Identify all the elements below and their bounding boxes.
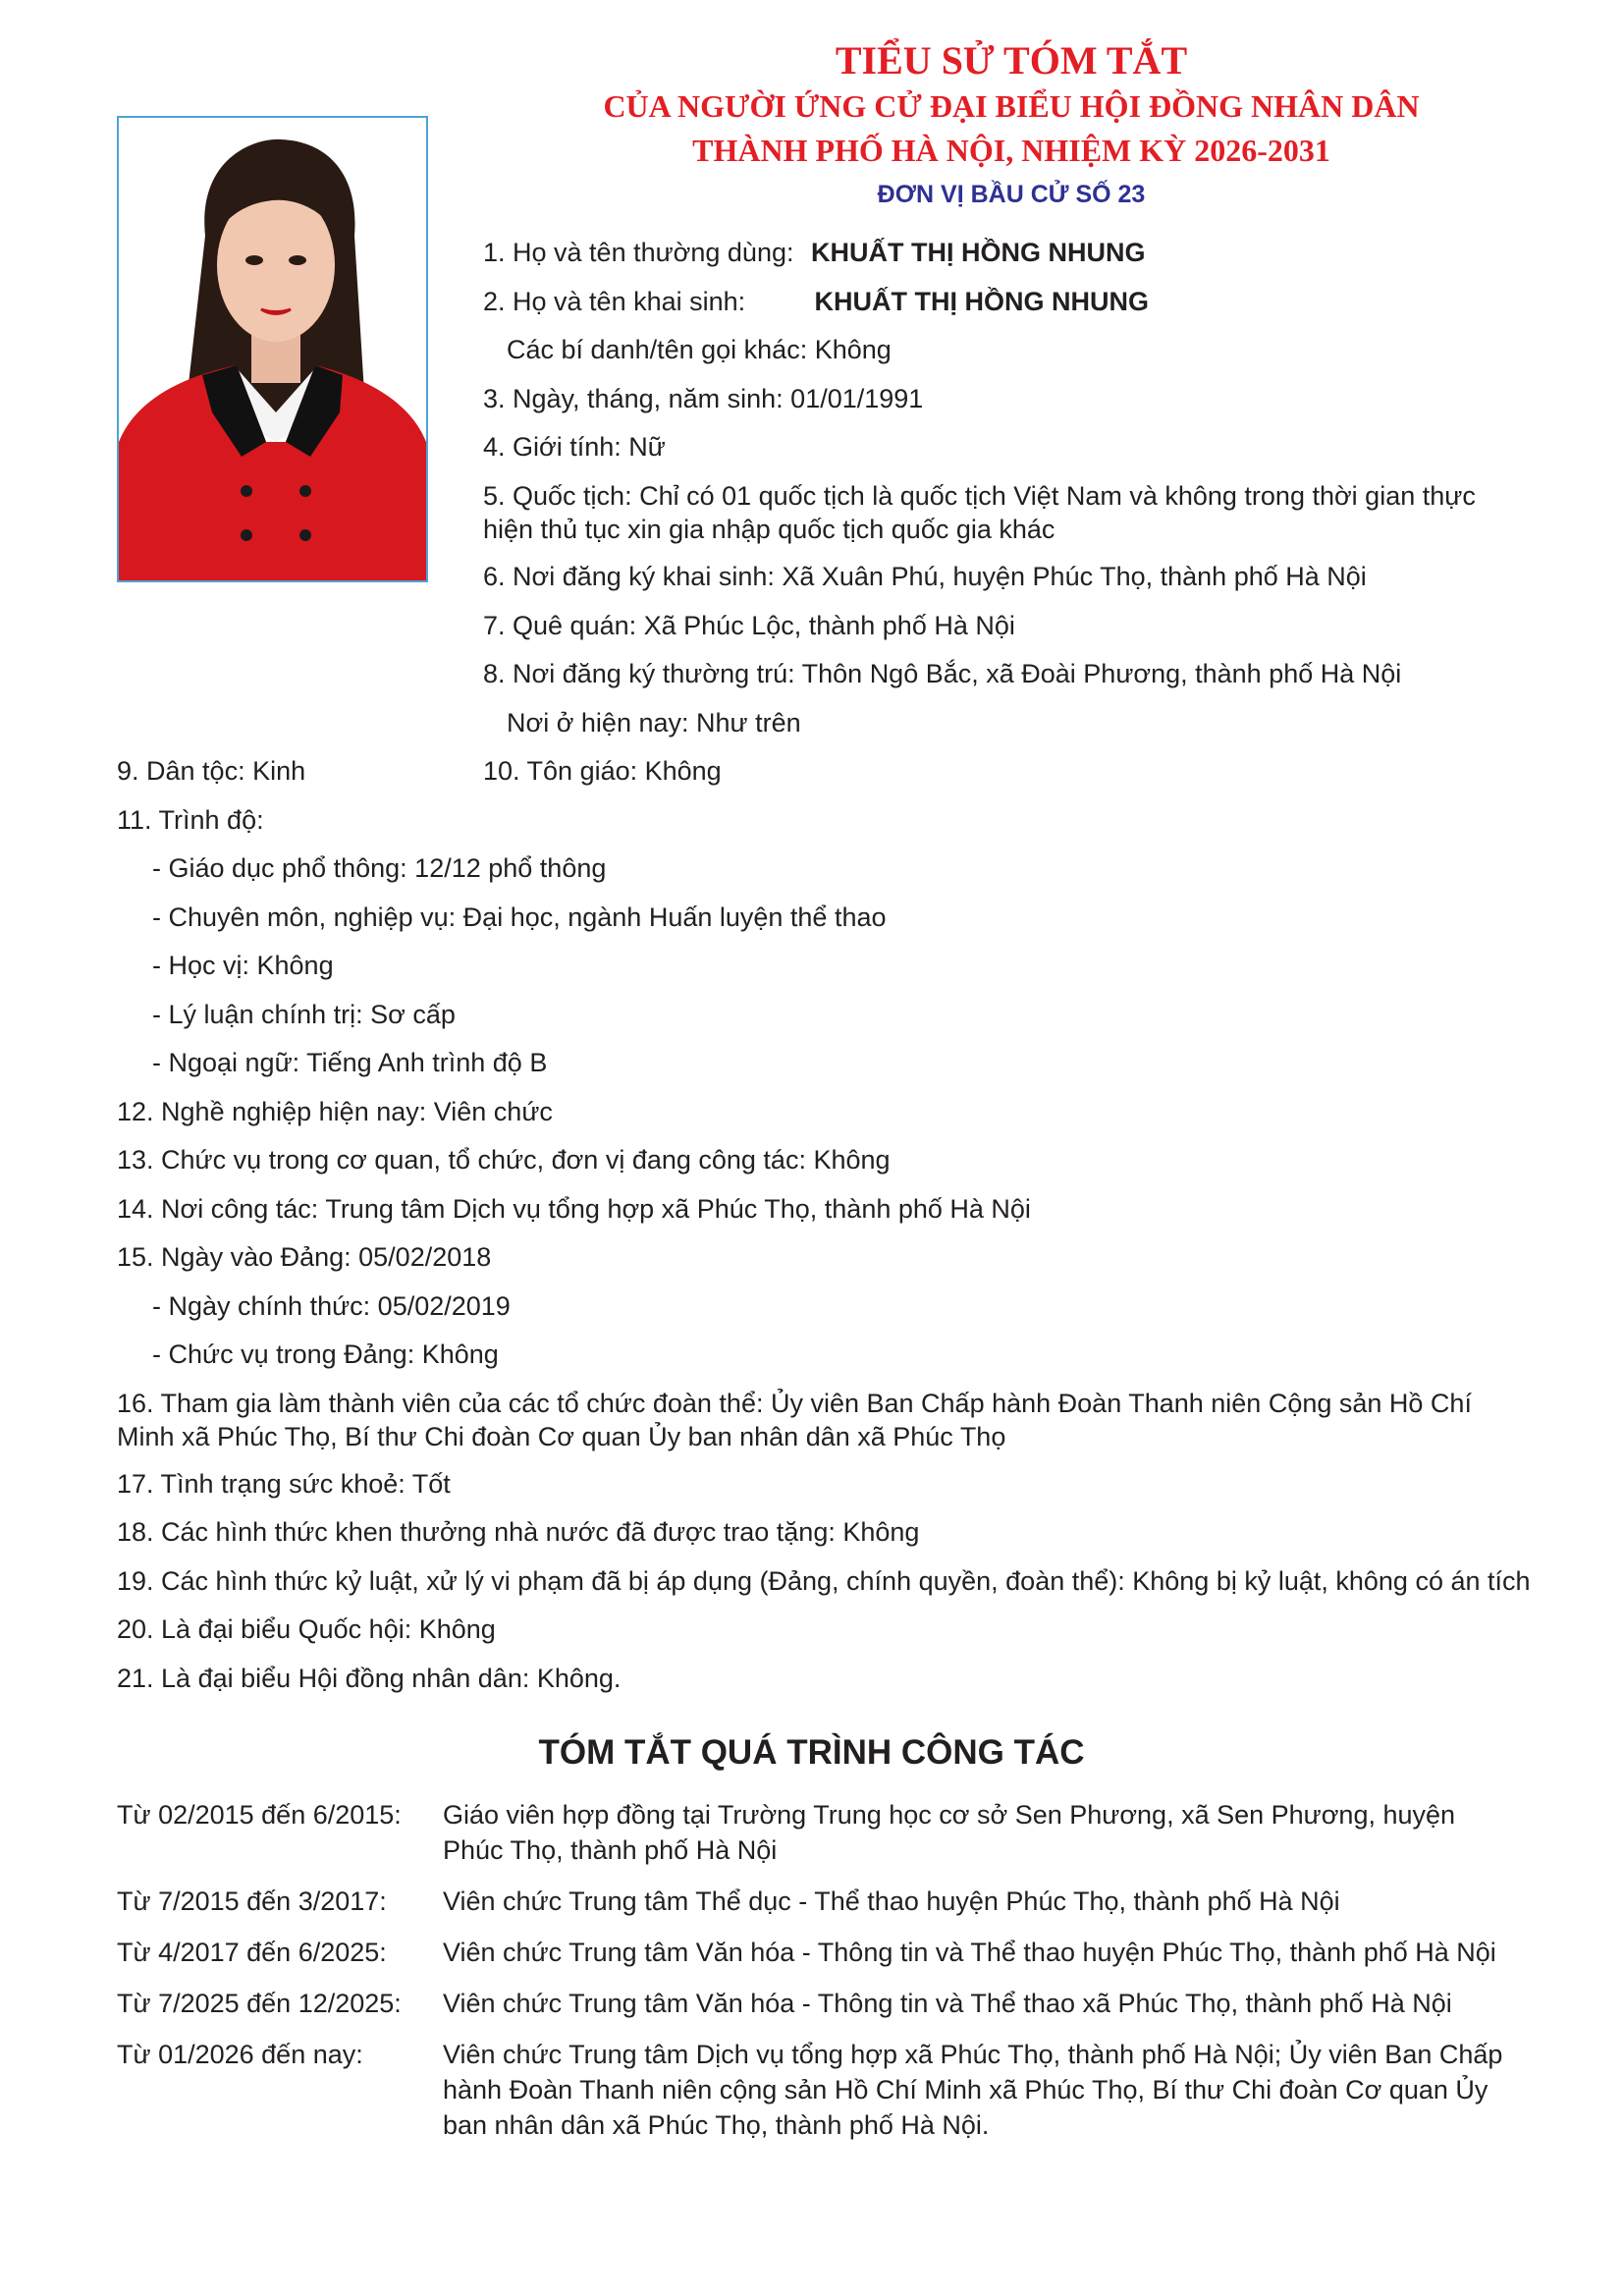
career-description: Giáo viên hợp đồng tại Trường Trung học cơ sở Sen Phương, xã Sen Phương, huyện Phúc Thọ, thành phố Hà Nội [443, 1800, 1456, 1865]
field-discipline: 19. Các hình thức kỷ luật, xử lý vi phạm đã bị áp dụng (Đảng, chính quyền, đoàn thể): Không bị kỷ luật, không có án tích [117, 1566, 1531, 1596]
career-section-title: TÓM TẮT QUÁ TRÌNH CÔNG TÁC [538, 1733, 1085, 1772]
career-description: Viên chức Trung tâm Dịch vụ tổng hợp xã Phúc Thọ, thành phố Hà Nội; Ủy viên Ban Chấp hành Đoàn Thanh niên cộng sản Hồ Chí Minh xã Phúc Thọ, Bí thư Chi đoàn Cơ quan Ủy ban nhân dân xã Phúc Thọ, thành phố Hà Nội. [443, 2040, 1503, 2140]
field-dob: 3. Ngày, tháng, năm sinh: 01/01/1991 [483, 384, 924, 413]
document-title: TIỂU SỬ TÓM TẮT [835, 38, 1188, 82]
education-item: - Ngoại ngữ: Tiếng Anh trình độ B [152, 1048, 548, 1077]
birth-name-value: KHUẤT THỊ HỒNG NHUNG [814, 287, 1149, 316]
field-label: 1. Họ và tên thường dùng: [483, 238, 794, 267]
electoral-unit: ĐƠN VỊ BẦU CỬ SỐ 23 [877, 181, 1146, 208]
field-current-residence: Nơi ở hiện nay: Như trên [507, 708, 801, 738]
career-period: Từ 4/2017 đến 6/2025: [117, 1938, 387, 1967]
field-health: 17. Tình trạng sức khoẻ: Tốt [117, 1469, 451, 1499]
field-religion: 10. Tôn giáo: Không [483, 756, 722, 786]
field-party-official: - Ngày chính thức: 05/02/2019 [152, 1291, 511, 1321]
field-birthplace: 6. Nơi đăng ký khai sinh: Xã Xuân Phú, huyện Phúc Thọ, thành phố Hà Nội [483, 562, 1367, 591]
field-gender: 4. Giới tính: Nữ [483, 432, 666, 462]
career-period: Từ 01/2026 đến nay: [117, 2040, 363, 2069]
field-education-title: 11. Trình độ: [117, 805, 264, 835]
career-period: Từ 7/2015 đến 3/2017: [117, 1886, 387, 1916]
field-label: 2. Họ và tên khai sinh: [483, 287, 746, 316]
field-residence: 8. Nơi đăng ký thường trú: Thôn Ngô Bắc, xã Đoài Phương, thành phố Hà Nội [483, 659, 1402, 688]
field-nationality: 5. Quốc tịch: Chỉ có 01 quốc tịch là quốc tịch Việt Nam và không trong thời gian thực hiện thủ tục xin gia nhập quốc tịch quốc gia khác [483, 481, 1476, 544]
education-item: - Chuyên môn, nghiệp vụ: Đại học, ngành Huấn luyện thể thao [152, 902, 887, 932]
career-description: Viên chức Trung tâm Văn hóa - Thông tin và Thể thao huyện Phúc Thọ, thành phố Hà Nội [443, 1938, 1496, 1967]
field-na-deputy: 20. Là đại biểu Quốc hội: Không [117, 1614, 496, 1644]
field-ethnicity: 9. Dân tộc: Kinh [117, 756, 306, 786]
field-aliases: Các bí danh/tên gọi khác: Không [507, 335, 892, 364]
document-subtitle-2: THÀNH PHỐ HÀ NỘI, NHIỆM KỲ 2026-2031 [692, 133, 1330, 168]
education-item: - Lý luận chính trị: Sơ cấp [152, 1000, 456, 1029]
field-party-join: 15. Ngày vào Đảng: 05/02/2018 [117, 1242, 492, 1272]
career-description: Viên chức Trung tâm Thể dục - Thể thao huyện Phúc Thọ, thành phố Hà Nội [443, 1886, 1340, 1916]
field-hometown: 7. Quê quán: Xã Phúc Lộc, thành phố Hà Nội [483, 611, 1015, 640]
field-organizations: 16. Tham gia làm thành viên của các tổ chức đoàn thể: Ủy viên Ban Chấp hành Đoàn Thanh niên Cộng sản Hồ Chí Minh xã Phúc Thọ, Bí thư Chi đoàn Cơ quan Ủy ban nhân dân xã Phúc Thọ [117, 1389, 1472, 1451]
career-description: Viên chức Trung tâm Văn hóa - Thông tin và Thể thao xã Phúc Thọ, thành phố Hà Nội [443, 1989, 1452, 2018]
field-awards: 18. Các hình thức khen thưởng nhà nước đã được trao tặng: Không [117, 1517, 920, 1547]
field-birth-name [483, 285, 1149, 318]
field-party-position: - Chức vụ trong Đảng: Không [152, 1339, 499, 1369]
education-item: - Học vị: Không [152, 951, 334, 980]
candidate-photo [117, 116, 428, 582]
field-position: 13. Chức vụ trong cơ quan, tổ chức, đơn vị đang công tác: Không [117, 1145, 891, 1175]
common-name-value: KHUẤT THỊ HỒNG NHUNG [811, 238, 1146, 267]
field-pc-deputy: 21. Là đại biểu Hội đồng nhân dân: Không. [117, 1664, 622, 1693]
education-item: - Giáo dục phổ thông: 12/12 phổ thông [152, 853, 607, 883]
field-common-name [483, 236, 1146, 269]
field-occupation: 12. Nghề nghiệp hiện nay: Viên chức [117, 1097, 553, 1126]
career-period: Từ 02/2015 đến 6/2015: [117, 1800, 402, 1830]
document-subtitle-1: CỦA NGƯỜI ỨNG CỬ ĐẠI BIỂU HỘI ĐỒNG NHÂN DÂN [603, 88, 1420, 124]
portrait-illustration [119, 118, 426, 580]
career-period: Từ 7/2025 đến 12/2025: [117, 1989, 402, 2018]
field-workplace: 14. Nơi công tác: Trung tâm Dịch vụ tổng hợp xã Phúc Thọ, thành phố Hà Nội [117, 1194, 1031, 1224]
